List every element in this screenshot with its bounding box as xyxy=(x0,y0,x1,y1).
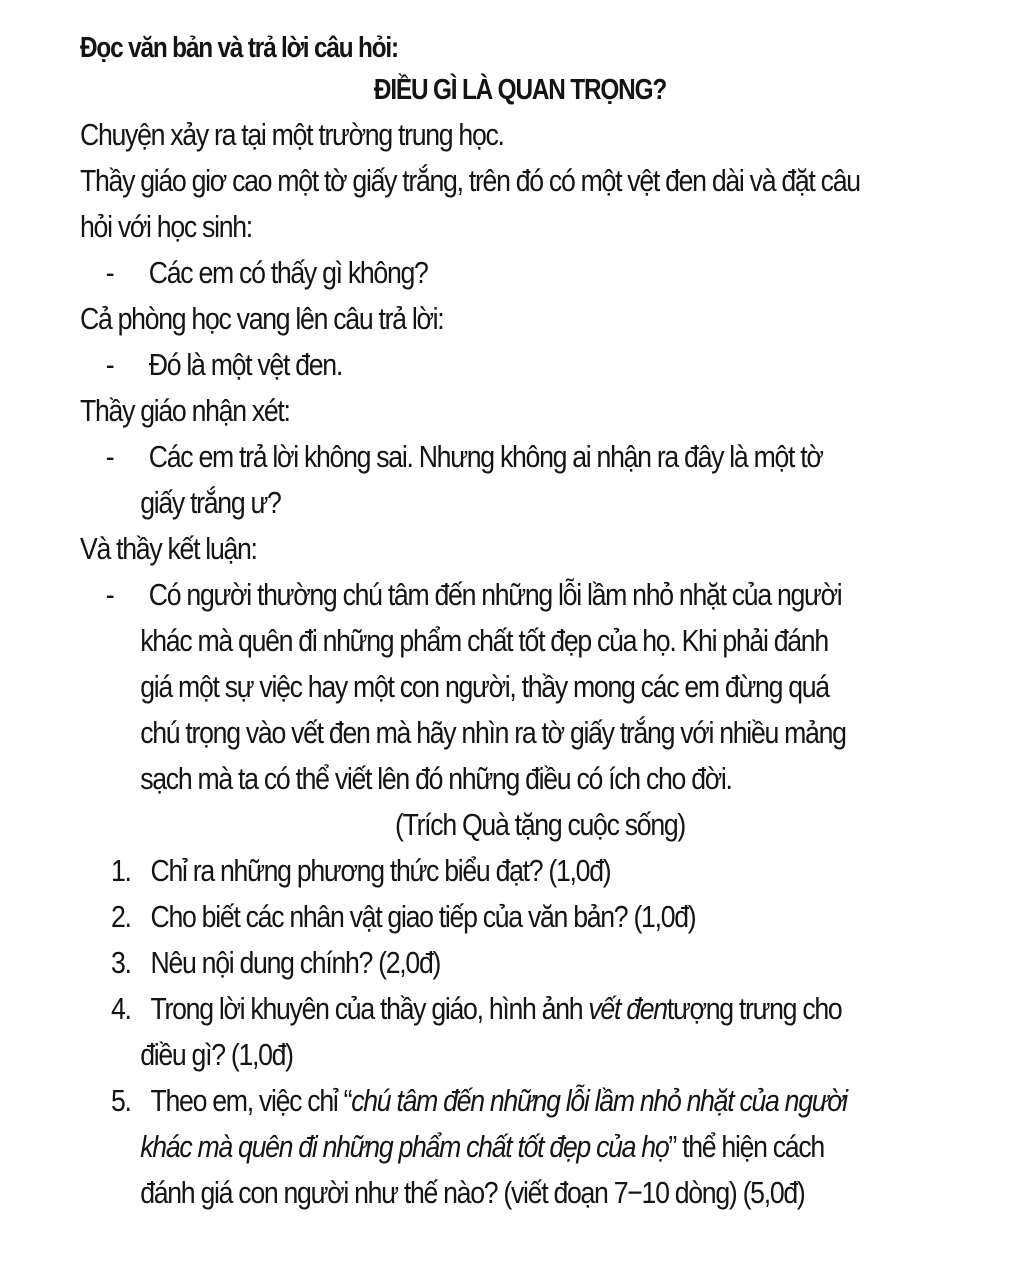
question-2 xyxy=(80,894,832,940)
dialogue-text: Đó là một vệt đen. xyxy=(148,347,342,382)
question-text: Cho biết các nhân vật giao tiếp của văn bản? (1,0đ) xyxy=(150,899,696,934)
dialogue-text: Các em trả lời không sai. Nhưng không ai nhận ra đây là một tờ xyxy=(148,439,823,474)
dash-bullet: - xyxy=(105,439,114,474)
story-line-2b: hỏi với học sinh: xyxy=(80,209,252,244)
question-1 xyxy=(80,848,832,894)
dialogue-teacher-comment xyxy=(80,434,832,480)
question-text: Chỉ ra những phương thức biểu đạt? (1,0đ) xyxy=(150,853,611,888)
question-number: 4. xyxy=(110,991,131,1026)
class-reply-intro: Cả phòng học vang lên câu trả lời: xyxy=(80,301,444,336)
question-text-post: ” thể hiện cách xyxy=(668,1129,824,1164)
dash-bullet: - xyxy=(105,347,114,382)
question-3 xyxy=(80,940,832,986)
dialogue-teacher-question xyxy=(80,250,832,296)
question-5-line-c: đánh giá con người như thế nào? (viết đoạn 7−10 dòng) (5,0đ) xyxy=(140,1175,805,1210)
question-number: 2. xyxy=(110,899,131,934)
source-citation: (Trích Quà tặng cuộc sống) xyxy=(394,807,685,842)
conclusion-line-d: chú trọng vào vết đen mà hãy nhìn ra tờ giấy trắng với nhiều mảng xyxy=(140,715,846,750)
question-text-italic: vết đen xyxy=(588,991,667,1026)
question-text-pre: Trong lời khuyên của thầy giáo, hình ảnh xyxy=(150,991,589,1026)
conclusion-line-e: sạch mà ta có thể viết lên đó những điều có ích cho đời. xyxy=(140,761,732,796)
story-line-1: Chuyện xảy ra tại một trường trung học. xyxy=(80,117,504,152)
dialogue-text: Các em có thấy gì không? xyxy=(148,255,428,290)
dialogue-text: Có người thường chú tâm đến những lỗi lầm nhỏ nhặt của người xyxy=(148,577,842,612)
story-title: ĐIỀU GÌ LÀ QUAN TRỌNG? xyxy=(373,74,667,106)
conclusion-intro: Và thầy kết luận: xyxy=(80,531,257,566)
question-4-cont: điều gì? (1,0đ) xyxy=(140,1037,293,1072)
dialogue-teacher-comment-cont: giấy trắng ư? xyxy=(140,485,281,520)
question-5-line-b xyxy=(80,1124,832,1170)
dialogue-conclusion xyxy=(80,572,842,618)
instruction-heading: Đọc văn bản và trả lời câu hỏi: xyxy=(80,32,398,64)
question-number: 5. xyxy=(110,1083,131,1118)
question-text-italic: khác mà quên đi những phẩm chất tốt đẹp của họ xyxy=(140,1129,669,1164)
question-number: 1. xyxy=(110,853,131,888)
dash-bullet: - xyxy=(105,577,114,612)
story-line-2a: Thầy giáo giơ cao một tờ giấy trắng, trên đó có một vệt đen dài và đặt câu xyxy=(80,163,860,198)
question-text: Nêu nội dung chính? (2,0đ) xyxy=(150,945,441,980)
question-5 xyxy=(80,1078,847,1124)
question-text-italic: chú tâm đến những lỗi lầm nhỏ nhặt của người xyxy=(351,1083,847,1118)
conclusion-line-b: khác mà quên đi những phẩm chất tốt đẹp của họ. Khi phải đánh xyxy=(140,623,828,658)
dash-bullet: - xyxy=(105,255,114,290)
teacher-comment-intro: Thầy giáo nhận xét: xyxy=(80,393,290,428)
question-text-pre: Theo em, việc chỉ “ xyxy=(150,1083,352,1118)
dialogue-class-reply xyxy=(80,342,832,388)
question-4 xyxy=(80,986,842,1032)
conclusion-line-c: giá một sự việc hay một con người, thầy mong các em đừng quá xyxy=(140,669,829,704)
question-number: 3. xyxy=(110,945,131,980)
question-text-post: tượng trưng cho xyxy=(666,991,842,1026)
